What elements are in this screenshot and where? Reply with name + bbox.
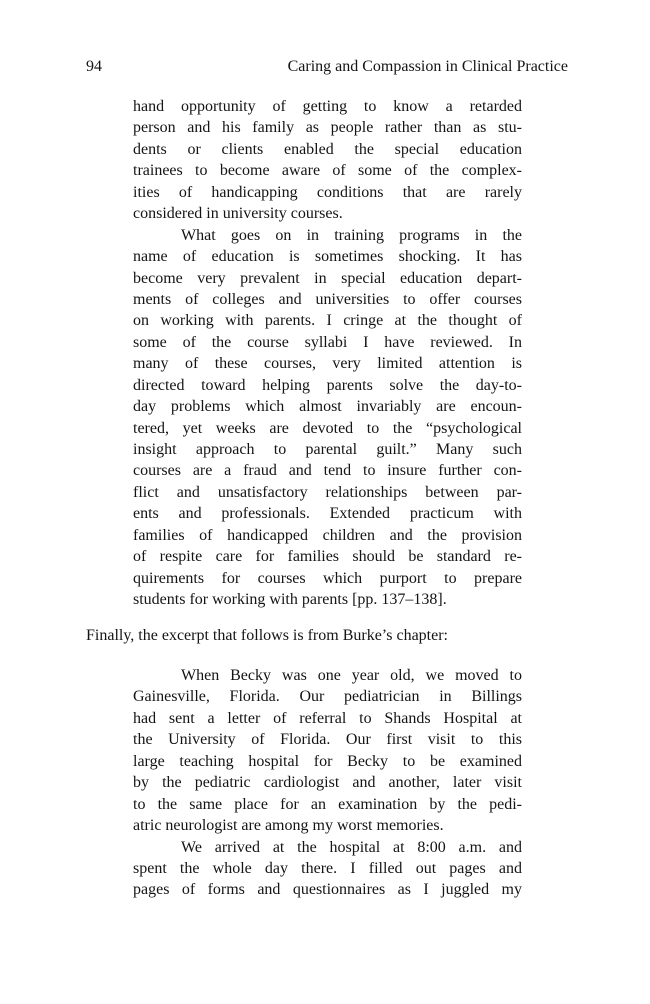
quote-line: What goes on in training programs in the — [181, 226, 522, 244]
quote-line: pages of forms and questionnaires as I juggled my — [133, 881, 522, 899]
quote-line: on working with parents. I cringe at the thought of — [133, 312, 522, 330]
quote-line: the University of Florida. Our first visit to this — [133, 731, 522, 749]
quote-line: trainees to become aware of some of the complex- — [133, 162, 522, 180]
quote-line: person and his family as people rather than as stu- — [133, 119, 522, 137]
lead-sentence: Finally, the excerpt that follows is from Burke’s chapter: — [86, 627, 448, 644]
quote-line: atric neurologist are among my worst memories. — [133, 817, 444, 835]
quote-line: had sent a letter of referral to Shands Hospital at — [133, 709, 522, 727]
running-head: Caring and Compassion in Clinical Practice — [287, 58, 568, 75]
page-number: 94 — [86, 58, 102, 75]
quote-line: to the same place for an examination by the pedi- — [133, 795, 522, 813]
quote-line: families of handicapped children and the provision — [133, 526, 522, 544]
quote-line: When Becky was one year old, we moved to — [181, 667, 522, 684]
quote-line: name of education is sometimes shocking. It has — [133, 248, 522, 266]
quote-line: quirements for courses which purport to prepare — [133, 569, 522, 587]
quote-line: tered, yet weeks are devoted to the “psychological — [133, 419, 522, 437]
quote-line: flict and unsatisfactory relationships between par- — [133, 483, 522, 501]
quote-line: hand opportunity of getting to know a retarded — [133, 98, 522, 115]
quote-line: spent the whole day there. I filled out pages and — [133, 859, 522, 877]
quote-line: ents and professionals. Extended practicum with — [133, 505, 522, 523]
quote-line: students for working with parents [pp. 137–138]. — [133, 591, 447, 609]
quote-line: courses are a fraud and tend to insure further con- — [133, 462, 522, 480]
quote-line: some of the course syllabi I have reviewed. In — [133, 333, 522, 351]
quote-line: dents or clients enabled the special education — [133, 140, 522, 158]
quote-line: many of these courses, very limited attention is — [133, 355, 522, 373]
quote-line: insight approach to parental guilt.” Many such — [133, 441, 522, 458]
quote-line: large teaching hospital for Becky to be examined — [133, 752, 522, 770]
block-quote-2 — [133, 665, 522, 901]
quote-line: day problems which almost invariably are encoun- — [133, 398, 522, 416]
quote-line: considered in university courses. — [133, 205, 343, 223]
quote-line: We arrived at the hospital at 8:00 a.m. and — [181, 838, 522, 856]
quote-line: directed toward helping parents solve the day-to- — [133, 376, 522, 394]
quote-line: by the pediatric cardiologist and another, later visit — [133, 774, 522, 792]
quote-line: of respite care for families should be standard re- — [133, 548, 522, 566]
block-quote-1 — [133, 96, 522, 611]
quote-line: ities of handicapping conditions that are rarely — [133, 183, 522, 201]
quote-line: become very prevalent in special education depart- — [133, 269, 522, 287]
quote-line: ments of colleges and universities to offer courses — [133, 290, 522, 308]
quote-line: Gainesville, Florida. Our pediatrician in Billings — [133, 688, 522, 706]
